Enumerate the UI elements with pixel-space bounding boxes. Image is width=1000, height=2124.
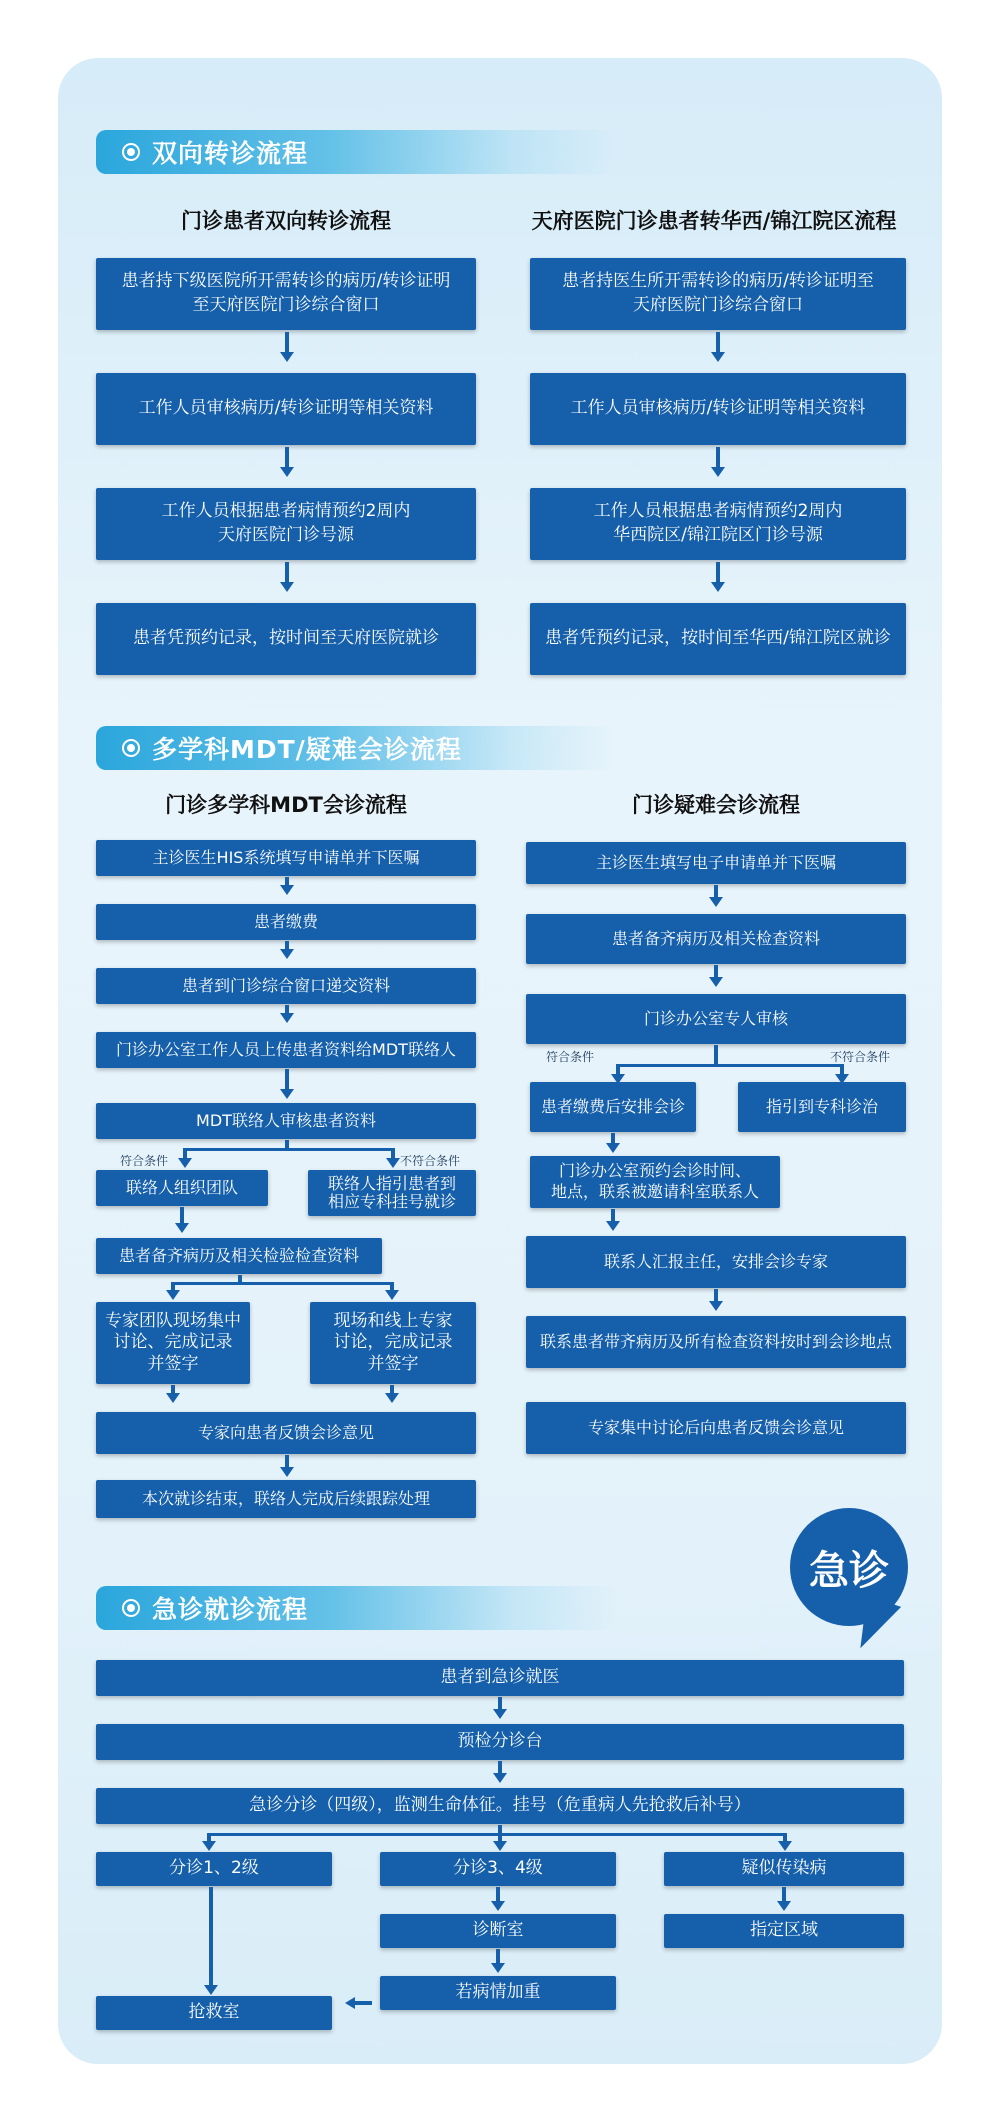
- flow-step: 工作人员审核病历/转诊证明等相关资料: [530, 373, 906, 445]
- arrow-down-icon: [386, 1158, 400, 1168]
- arrow-down-icon: [280, 467, 294, 477]
- flow-step: 分诊1、2级: [96, 1852, 332, 1886]
- arrow-down-icon: [493, 1841, 507, 1851]
- arrow-down-icon: [709, 977, 723, 987]
- flow-step: 主诊医生填写电子申请单并下医嘱: [526, 842, 906, 884]
- arrow-down-icon: [280, 1089, 294, 1099]
- flow-step: 预检分诊台: [96, 1724, 904, 1760]
- arrow-down-icon: [606, 1143, 620, 1153]
- arrow-down-icon: [709, 897, 723, 907]
- flow-step: 患者凭预约记录，按时间至天府医院就诊: [96, 603, 476, 675]
- condition-label-no: 不符合条件: [400, 1154, 461, 1168]
- circle-bullet-icon: [122, 739, 140, 757]
- section-banner-mdt: [96, 726, 616, 770]
- arrow-down-icon: [280, 1467, 294, 1477]
- flow-step: 联络人组织团队: [96, 1170, 268, 1206]
- arrow-down-icon: [202, 1841, 216, 1851]
- circle-bullet-icon: [122, 143, 140, 161]
- flow-step: 主诊医生HIS系统填写申请单并下医嘱: [96, 840, 476, 876]
- flow-step: 诊断室: [380, 1914, 616, 1948]
- emergency-badge-text: 急诊: [809, 1547, 889, 1594]
- arrow-down-icon: [493, 1709, 507, 1719]
- flow-step: 专家团队现场集中 讨论、完成记录 并签字: [96, 1302, 250, 1384]
- arrow-down-icon: [280, 352, 294, 362]
- arrow-down-icon: [711, 352, 725, 362]
- flow-step: 患者持下级医院所开需转诊的病历/转诊证明 至天府医院门诊综合窗口: [96, 258, 476, 330]
- flow-step: 现场和线上专家 讨论，完成记录 并签字: [310, 1302, 476, 1384]
- arrow-down-icon: [777, 1901, 791, 1911]
- section-banner-emergency: [96, 1586, 616, 1630]
- flow-step: 门诊办公室预约会诊时间、 地点，联系被邀请科室联系人: [530, 1156, 780, 1208]
- section-title: 双向转诊流程: [152, 139, 309, 168]
- section-title: 多学科MDT/疑难会诊流程: [152, 735, 462, 764]
- flow-step: 专家集中讨论后向患者反馈会诊意见: [526, 1402, 906, 1454]
- arrow-down-icon: [166, 1290, 180, 1300]
- flow-step: 门诊办公室工作人员上传患者资料给MDT联络人: [96, 1032, 476, 1068]
- flow-step: 抢救室: [96, 1996, 332, 2030]
- flow-step: 专家向患者反馈会诊意见: [96, 1412, 476, 1454]
- flow-step: 患者备齐病历及相关检验检查资料: [96, 1238, 382, 1274]
- section-title: 急诊就诊流程: [152, 1595, 309, 1624]
- flow-step: MDT联络人审核患者资料: [96, 1103, 476, 1139]
- flow-step: 患者到急诊就医: [96, 1660, 904, 1696]
- flow-step: 本次就诊结束，联络人完成后续跟踪处理: [96, 1480, 476, 1518]
- flow-step: 工作人员根据患者病情预约2周内 华西院区/锦江院区门诊号源: [530, 488, 906, 560]
- flow-step: 若病情加重: [380, 1976, 616, 2010]
- arrow-down-icon: [280, 582, 294, 592]
- left-flow-title: 门诊患者双向转诊流程: [181, 209, 391, 233]
- flow-step: 疑似传染病: [664, 1852, 904, 1886]
- flow-step: 急诊分诊（四级），监测生命体征。挂号（危重病人先抢救后补号）: [96, 1788, 904, 1824]
- section-banner-referral: [96, 130, 616, 174]
- right-flow-title: 天府医院门诊患者转华西/锦江院区流程: [531, 209, 897, 233]
- right-flow-title: 门诊疑难会诊流程: [632, 793, 800, 817]
- arrow-down-icon: [178, 1158, 192, 1168]
- flow-step: 联络人指引患者到 相应专科挂号就诊: [308, 1170, 476, 1216]
- flow-step: 患者缴费: [96, 904, 476, 940]
- arrow-down-icon: [709, 1301, 723, 1311]
- flow-step: 工作人员审核病历/转诊证明等相关资料: [96, 373, 476, 445]
- arrow-down-icon: [711, 467, 725, 477]
- arrow-left-icon: [345, 1997, 355, 2009]
- flow-step: 门诊办公室专人审核: [526, 994, 906, 1044]
- arrow-down-icon: [280, 885, 294, 895]
- flow-step: 工作人员根据患者病情预约2周内 天府医院门诊号源: [96, 488, 476, 560]
- flow-step: 指引到专科诊治: [738, 1082, 906, 1132]
- arrow-down-icon: [606, 1221, 620, 1231]
- arrow-down-icon: [385, 1393, 399, 1403]
- condition-label-yes: 符合条件: [120, 1154, 169, 1168]
- flow-step: 患者缴费后安排会诊: [530, 1082, 696, 1132]
- left-flow-title: 门诊多学科MDT会诊流程: [165, 793, 407, 817]
- emergency-badge: [790, 1508, 908, 1626]
- flow-step: 患者到门诊综合窗口递交资料: [96, 968, 476, 1004]
- arrow-down-icon: [175, 1223, 189, 1233]
- arrow-down-icon: [491, 1963, 505, 1973]
- flow-step: 患者备齐病历及相关检查资料: [526, 914, 906, 964]
- flow-step: 分诊3、4级: [380, 1852, 616, 1886]
- flow-step: 联系人汇报主任，安排会诊专家: [526, 1236, 906, 1288]
- arrow-down-icon: [778, 1841, 792, 1851]
- condition-label-yes: 符合条件: [546, 1050, 595, 1064]
- flow-step: 指定区域: [664, 1914, 904, 1948]
- circle-bullet-icon: [122, 1599, 140, 1617]
- condition-label-no: 不符合条件: [830, 1050, 891, 1064]
- flow-step: 患者持医生所开需转诊的病历/转诊证明至 天府医院门诊综合窗口: [530, 258, 906, 330]
- flow-step: 患者凭预约记录，按时间至华西/锦江院区就诊: [530, 603, 906, 675]
- arrow-down-icon: [385, 1290, 399, 1300]
- arrow-down-icon: [711, 582, 725, 592]
- flow-step: 联系患者带齐病历及所有检查资料按时到会诊地点: [526, 1316, 906, 1368]
- arrow-down-icon: [491, 1901, 505, 1911]
- arrow-down-icon: [280, 1013, 294, 1023]
- arrow-down-icon: [204, 1985, 218, 1995]
- arrow-down-icon: [166, 1393, 180, 1403]
- arrow-down-icon: [280, 949, 294, 959]
- arrow-down-icon: [493, 1773, 507, 1783]
